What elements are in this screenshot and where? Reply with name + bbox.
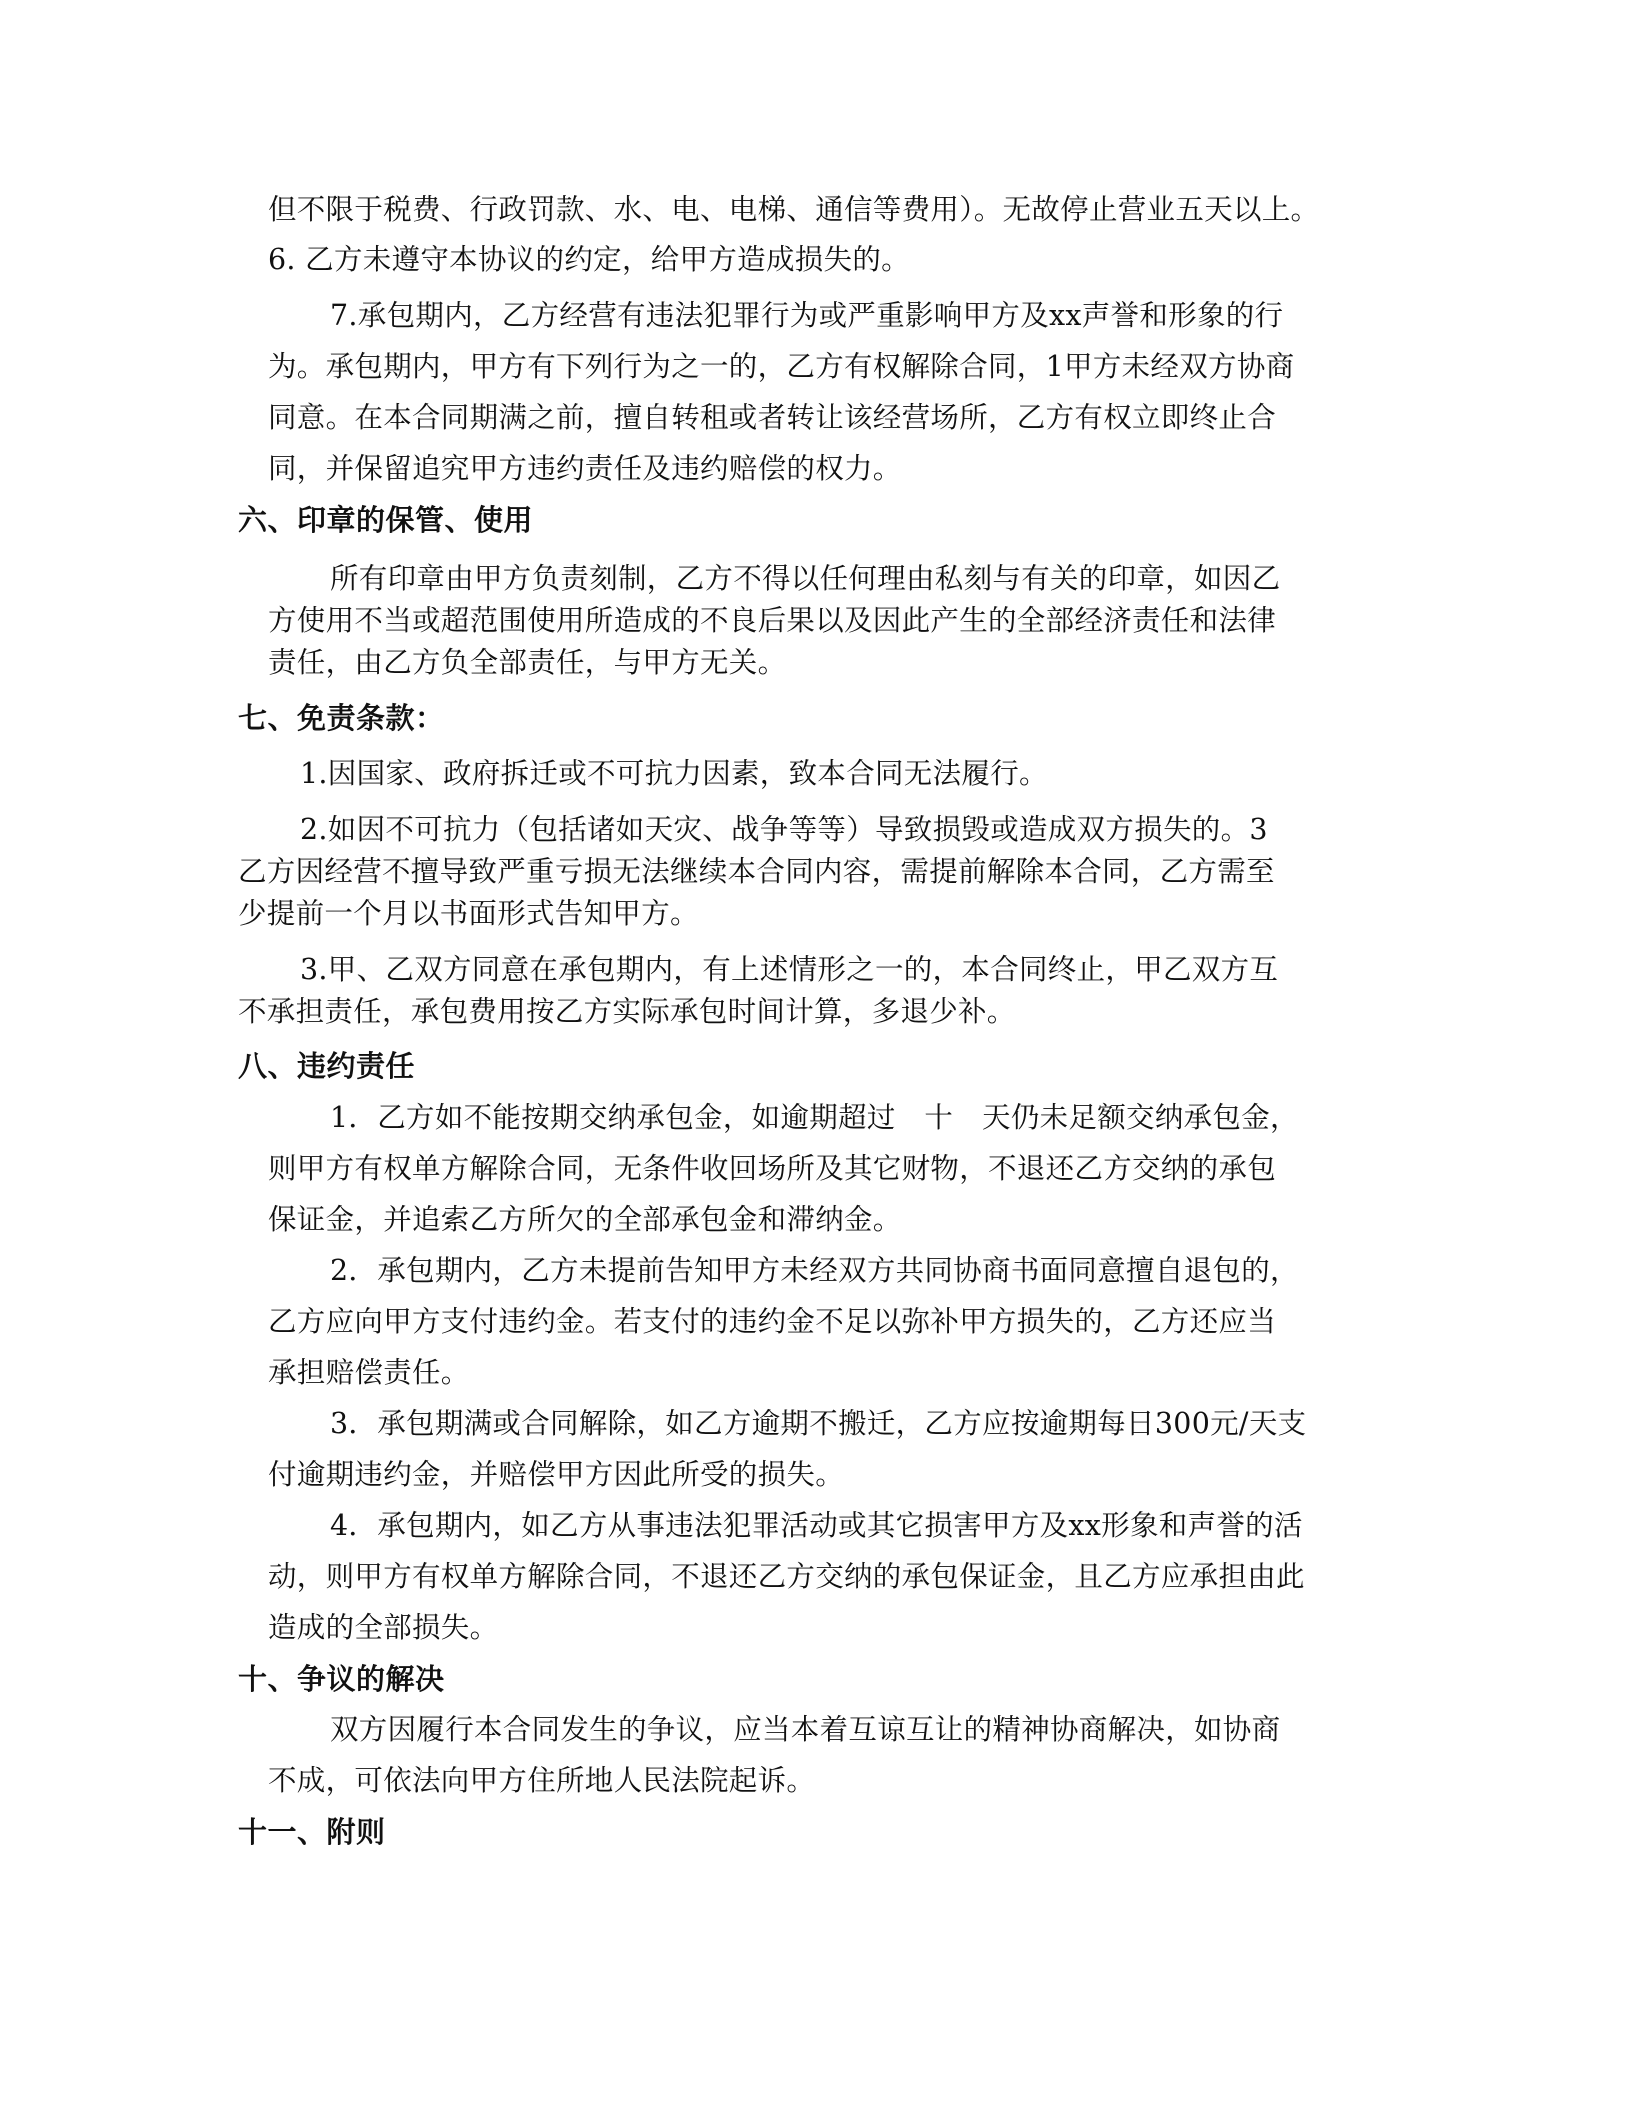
text-line: 则甲方有权单方解除合同，无条件收回场所及其它财物，不退还乙方交纳的承包 (268, 1152, 1277, 1185)
text-line: 承担赔偿责任。 (268, 1356, 470, 1389)
text-line: 乙方因经营不擅导致严重亏损无法继续本合同内容，需提前解除本合同，乙方需至 (238, 855, 1275, 888)
text-line: 不成，可依法向甲方住所地人民法院起诉。 (268, 1764, 816, 1797)
text-line: 2.如因不可抗力（包括诸如天灾、战争等等）导致损毁或造成双方损失的。3 (300, 813, 1268, 846)
text-line: 2．承包期内，乙方未提前告知甲方未经双方共同协商书面同意擅自退包的， (330, 1254, 1299, 1287)
text-line: 4．承包期内，如乙方从事违法犯罪活动或其它损害甲方及xx形象和声誉的活 (330, 1509, 1303, 1542)
text-line: 3．承包期满或合同解除，如乙方逾期不搬迁，乙方应按逾期每日300元/天支 (330, 1407, 1307, 1440)
text-line: 双方因履行本合同发生的争议，应当本着互谅互让的精神协商解决，如协商 (330, 1713, 1281, 1746)
text-line: 动，则甲方有权单方解除合同，不退还乙方交纳的承包保证金，且乙方应承担由此 (268, 1560, 1305, 1593)
section-heading: 六、印章的保管、使用 (238, 503, 534, 537)
text-line: 但不限于税费、行政罚款、水、电、电梯、通信等费用）。无故停止营业五天以上。 (268, 193, 1320, 226)
text-line: 少提前一个月以书面形式告知甲方。 (238, 897, 699, 930)
text-line: 1．乙方如不能按期交纳承包金，如逾期超过 十 天仍未足额交纳承包金， (330, 1101, 1299, 1134)
text-line: 责任，由乙方负全部责任，与甲方无关。 (268, 646, 787, 679)
text-line: 7.承包期内，乙方经营有违法犯罪行为或严重影响甲方及xx声誉和形象的行 (330, 299, 1284, 332)
text-line: 保证金，并追索乙方所欠的全部承包金和滞纳金。 (268, 1203, 902, 1236)
section-heading: 十一、附则 (238, 1815, 386, 1849)
section-heading: 十、争议的解决 (238, 1662, 445, 1696)
text-line: 同，并保留追究甲方违约责任及违约赔偿的权力。 (268, 452, 902, 485)
text-line: 6. 乙方未遵守本协议的约定，给甲方造成损失的。 (268, 243, 910, 276)
section-heading: 八、违约责任 (238, 1049, 416, 1083)
text-line: 造成的全部损失。 (268, 1611, 499, 1644)
text-line: 所有印章由甲方负责刻制，乙方不得以任何理由私刻与有关的印章，如因乙 (330, 562, 1281, 595)
section-heading: 七、免责条款： (238, 701, 445, 735)
text-line: 方使用不当或超范围使用所造成的不良后果以及因此产生的全部经济责任和法律 (268, 604, 1277, 637)
text-line: 不承担责任，承包费用按乙方实际承包时间计算，多退少补。 (238, 995, 1016, 1028)
text-line: 付逾期违约金，并赔偿甲方因此所受的损失。 (268, 1458, 845, 1491)
text-line: 为。承包期内，甲方有下列行为之一的，乙方有权解除合同，1甲方未经双方协商 (268, 350, 1295, 383)
text-line: 3.甲、乙双方同意在承包期内，有上述情形之一的，本合同终止，甲乙双方互 (300, 953, 1279, 986)
text-line: 乙方应向甲方支付违约金。若支付的违约金不足以弥补甲方损失的，乙方还应当 (268, 1305, 1277, 1338)
text-line: 1.因国家、政府拆迁或不可抗力因素，致本合同无法履行。 (300, 757, 1048, 790)
text-line: 同意。在本合同期满之前，擅自转租或者转让该经营场所，乙方有权立即终止合 (268, 401, 1277, 434)
